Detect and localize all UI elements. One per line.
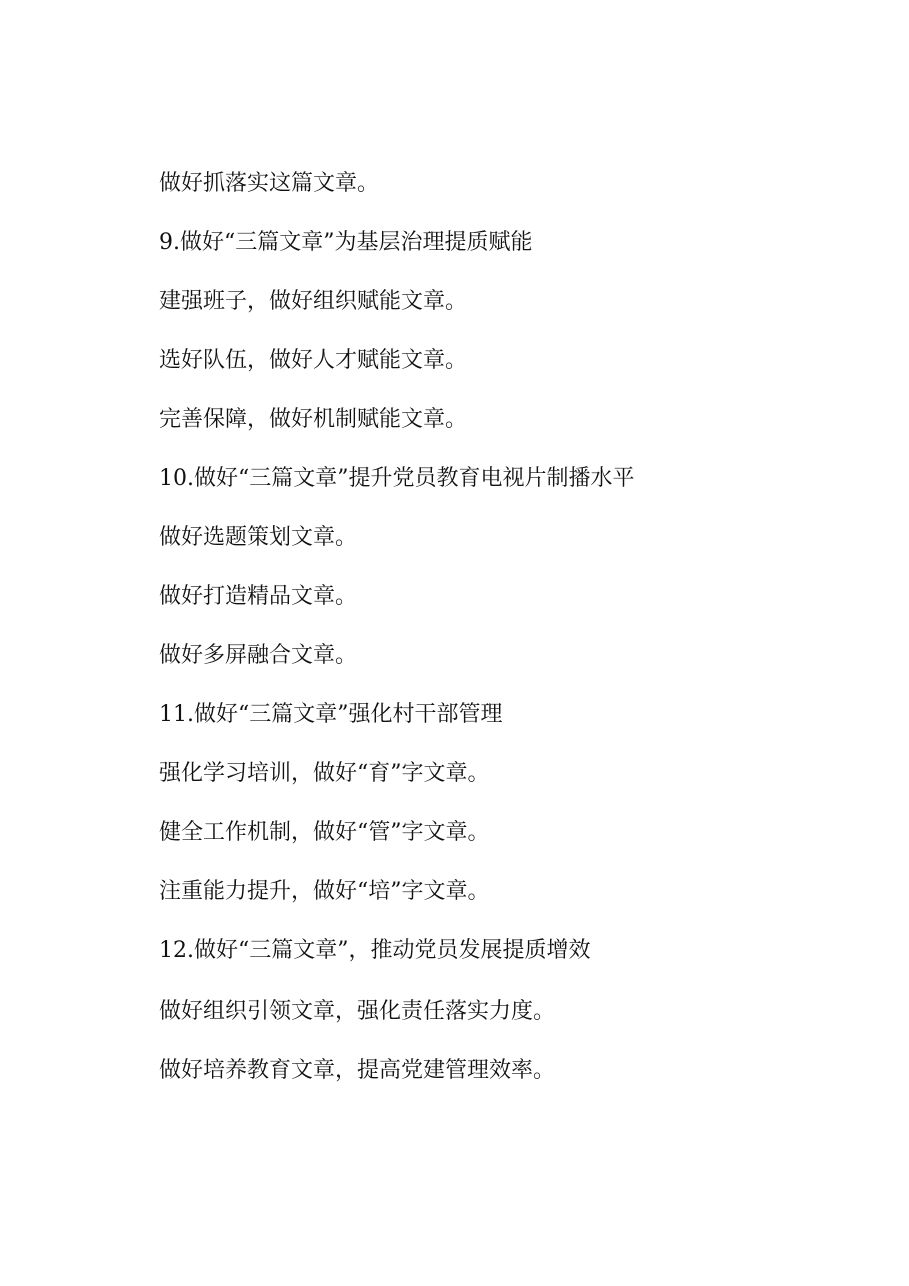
paragraph-line: 注重能力提升，做好“培”字文章。	[159, 879, 490, 904]
paragraph-line: 完善保障，做好机制赋能文章。	[159, 407, 468, 432]
paragraph-line: 做好多屏融合文章。	[159, 643, 358, 668]
section-heading: 9.做好“三篇文章”为基层治理提质赋能	[159, 230, 533, 255]
section-heading: 10.做好“三篇文章”提升党员教育电视片制播水平	[159, 466, 635, 491]
section-heading: 11.做好“三篇文章”强化村干部管理	[159, 702, 503, 727]
section-heading: 12.做好“三篇文章”，推动党员发展提质增效	[159, 938, 591, 963]
paragraph-line: 做好组织引领文章，强化责任落实力度。	[159, 999, 556, 1024]
paragraph-line: 选好队伍，做好人才赋能文章。	[159, 348, 468, 373]
paragraph-line: 健全工作机制，做好“管”字文章。	[159, 820, 490, 845]
paragraph-line: 建强班子，做好组织赋能文章。	[159, 289, 468, 314]
paragraph-line: 做好选题策划文章。	[159, 525, 358, 550]
paragraph-line: 做好打造精品文章。	[159, 584, 358, 609]
paragraph-line: 做好抓落实这篇文章。	[159, 171, 380, 196]
paragraph-line: 做好培养教育文章，提高党建管理效率。	[159, 1058, 556, 1083]
paragraph-line: 强化学习培训，做好“育”字文章。	[159, 761, 490, 786]
